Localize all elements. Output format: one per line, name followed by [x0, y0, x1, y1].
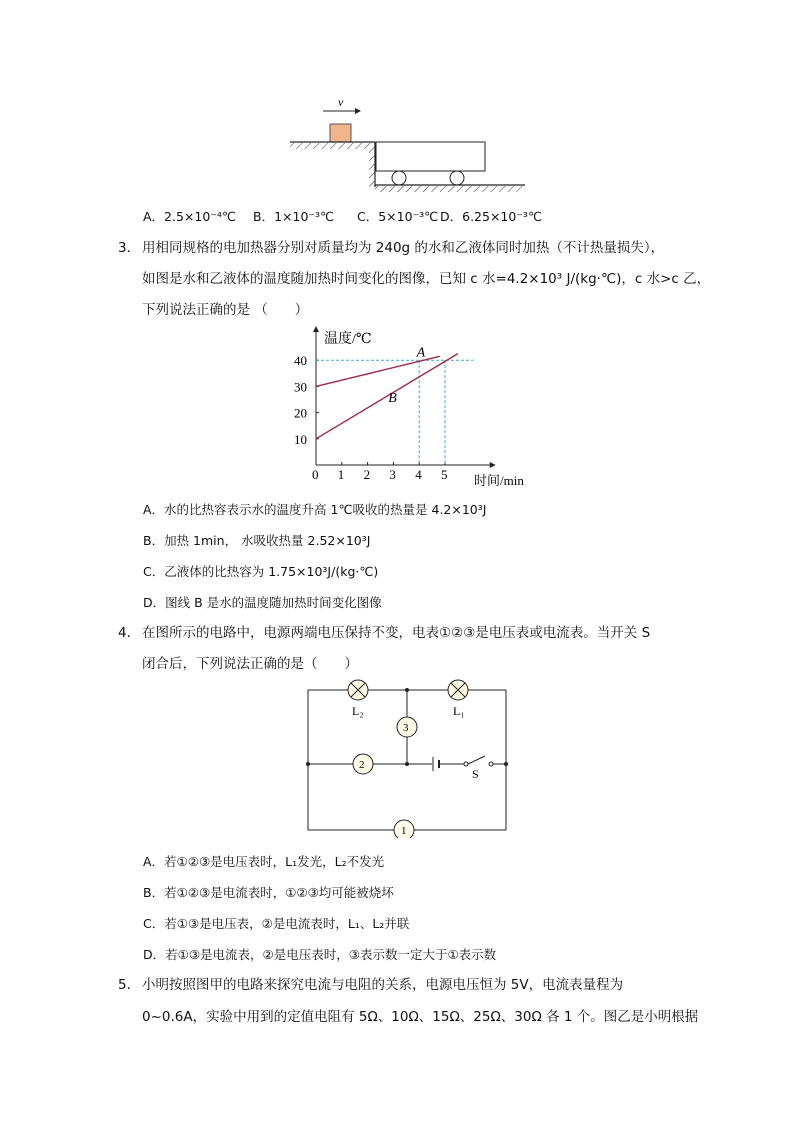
x-axis-arrow: [490, 462, 496, 468]
x-tick-label: 1: [337, 467, 345, 482]
q4-option-a[interactable]: A．若①②③是电压表时，L₁发光，L₂不发光: [143, 854, 385, 869]
cart-wheel-right: [450, 171, 464, 185]
y-tick-label: 10: [294, 431, 307, 447]
q3-line3: 下列说法正确的是 （ ）: [142, 302, 309, 318]
lamp-l1-label: L₁: [453, 704, 465, 718]
series-label-a: A: [416, 345, 426, 361]
q5-line2: 0~0.6A，实验中用到的定值电阻有 5Ω、10Ω、15Ω、25Ω、30Ω 各 1 个。图乙是小明根据: [142, 1009, 699, 1025]
table-hatch: [290, 143, 375, 149]
q2-option-a[interactable]: A．2.5×10⁻⁴℃: [143, 209, 236, 224]
q3-number: 3．: [118, 240, 141, 256]
x-axis-label: 时间/min: [474, 473, 524, 488]
x-tick-label: 3: [389, 467, 396, 482]
meter-3-label: 3: [403, 722, 409, 734]
x-tick-label: 2: [363, 467, 371, 482]
switch-label: S: [472, 767, 479, 781]
x-tick-label: 0: [312, 467, 319, 482]
lamp-l2: [348, 680, 368, 700]
cart-body: [376, 142, 485, 171]
q3-option-c[interactable]: C．乙液体的比热容为 1.75×10³J/(kg·℃): [143, 564, 379, 579]
x-tick-label: 5: [441, 467, 448, 482]
q4-line2: 闭合后，下列说法正确的是（ ）: [142, 656, 358, 672]
q2-option-c[interactable]: C．5×10⁻³℃: [357, 209, 439, 224]
junction: [306, 762, 310, 766]
q3-option-d[interactable]: D．图线 B 是水的温度随加热时间变化图像: [143, 595, 382, 610]
q2-option-d[interactable]: D．6.25×10⁻³℃: [440, 209, 542, 224]
q4-option-c[interactable]: C．若①③是电压表，②是电流表时，L₁、L₂并联: [143, 916, 410, 931]
velocity-arrowhead: [355, 108, 361, 114]
block: [330, 124, 351, 142]
q4-option-b[interactable]: B．若①②③是电流表时，①②③均可能被烧坏: [143, 885, 394, 900]
q4-option-d[interactable]: D．若①③是电流表，②是电压表时，③表示数一定大于①表示数: [143, 947, 497, 962]
q3-line2: 如图是水和乙液体的温度随加热时间变化的图像，已知 c 水=4.2×10³ J/(kg·℃)，c 水>c 乙，: [142, 271, 711, 287]
series-line-b: [316, 354, 458, 439]
lamp-l2-label: L₂: [352, 704, 364, 718]
q5-number: 5．: [118, 977, 141, 993]
junction: [405, 688, 409, 692]
q4-line1: 在图所示的电路中，电源两端电压保持不变，电表①②③是电压表或电流表。当开关 S: [142, 625, 651, 641]
q3-option-b[interactable]: B．加热 1min， 水吸收热量 2.52×10³J: [143, 533, 371, 548]
q2-option-b[interactable]: B．1×10⁻³℃: [253, 209, 335, 224]
y-tick-label: 40: [294, 353, 307, 369]
y-tick-label: 30: [294, 379, 307, 395]
velocity-label: v: [338, 95, 344, 109]
switch-contact-right: [489, 762, 493, 766]
junction: [504, 762, 508, 766]
series-label-b: B: [388, 391, 397, 407]
y-tick-label: 20: [294, 405, 307, 421]
y-axis-label: 温度/℃: [324, 332, 372, 347]
q4-number: 4．: [118, 625, 141, 641]
junction: [405, 762, 409, 766]
switch-contact-left: [464, 762, 468, 766]
cart-wheel-left: [392, 171, 406, 185]
q3-option-a[interactable]: A．水的比热容表示水的温度升高 1℃吸收的热量是 4.2×10³J: [143, 502, 487, 517]
series-line-a: [316, 356, 440, 386]
x-tick-label: 4: [415, 467, 422, 482]
q3-line1: 用相同规格的电加热器分别对质量均为 240g 的水和乙液体同时加热（不计热量损失），: [142, 240, 665, 256]
meter-2-label: 2: [359, 759, 365, 771]
block-cart-figure: [285, 92, 535, 197]
temperature-time-chart: [280, 322, 530, 492]
wall-hatch: [369, 149, 375, 187]
floor-hatch: [375, 186, 525, 192]
lamp-l1: [448, 680, 468, 700]
y-axis-arrow: [313, 326, 319, 332]
q5-line1: 小明按照图甲的电路来探究电流与电阻的关系，电源电压恒为 5V，电流表量程为: [142, 977, 624, 993]
circuit-diagram: [300, 678, 515, 838]
meter-1-label: 1: [401, 825, 407, 837]
